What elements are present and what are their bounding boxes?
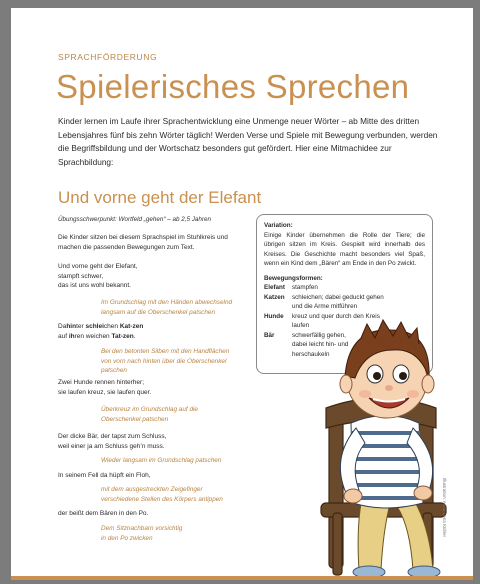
- setup-paragraph: Die Kinder sitzen bei diesem Sprachspiel im Stuhlkreis und machen die passenden Bewegungen zum Text.: [58, 234, 228, 251]
- movement-desc: schwerfällig gehen, dabei leicht hin- und herschaukeln: [292, 331, 349, 358]
- verse-line: sie laufen kreuz, sie laufen quer.: [58, 388, 152, 396]
- variation-label: Variation:: [264, 222, 293, 229]
- verse-elefant: [58, 262, 138, 291]
- verse-line: auf ihren weichen Tat-zen.: [58, 332, 136, 340]
- verse-line: weil einer ja am Schluss geh’n muss.: [58, 442, 165, 450]
- instruction-line: Wieder langsam im Grundschlag patschen: [101, 457, 222, 464]
- document-page: [11, 8, 473, 580]
- movement-row: [264, 283, 425, 293]
- variation-text: Einige Kinder übernehmen die Rolle der Tiere; die übrigen sitzen im Kreis. Gespielt wird innerhalb des Kreises. Die Geschichte macht besonders viel Spaß, wenn ein Kind dem „Bären“ am Ende in den Po zwickt.: [264, 231, 425, 267]
- instruction-line: von vorn nach hinten über die Oberschenkel: [101, 357, 227, 365]
- instruction-elefant: [101, 298, 232, 317]
- section-heading: Und vorne geht der Elefant: [58, 188, 262, 207]
- verse-line: das ist uns wohl bekannt.: [58, 282, 131, 290]
- instruction-line: in den Po zwicken: [101, 534, 153, 542]
- instruction-katzen: [101, 347, 229, 376]
- movements-label: Bewegungsformen:: [264, 274, 323, 282]
- verse-baer: [58, 432, 166, 451]
- movement-animal: Elefant: [264, 284, 285, 291]
- movement-animal: Bär: [264, 331, 275, 339]
- verse-floh: [58, 471, 151, 481]
- instruction-line: Im Grundschlag mit den Händen abwechselnd: [101, 299, 233, 306]
- instruction-line: verschiedene Stellen des Körpers antippen: [101, 495, 223, 503]
- movement-desc: kreuz und quer durch den Kreis laufen: [292, 312, 380, 329]
- movement-animal: Katzen: [264, 293, 285, 301]
- intro-paragraph: Kinder lernen im Laufe ihrer Sprachentwicklung eine Unmenge neuer Wörter – ab Mitte des dritten Lebensjahres fünf bis zehn Wörter täglich! Werden Verse und Spiele mit Bewegung verbunden, werden die Begriffsbildung und der Wortschatz besonders gut gefördert. Hier eine Mitmachidee zur Sprachbildung:: [58, 116, 438, 167]
- page-title: Spielerisches Sprechen: [56, 68, 410, 105]
- boy-on-chair-illustration: [301, 308, 466, 580]
- instruction-line: mit dem ausgestreckten Zeigefinger: [101, 486, 203, 493]
- instruction-line: Überkreuz im Grundschlag auf die: [101, 406, 198, 413]
- verse-line: In seinem Fell da hüpft ein Floh,: [58, 472, 151, 479]
- exercise-focus: Übungsschwerpunkt: Wortfeld „gehen“ – ab 2,5 Jahren: [58, 216, 211, 223]
- verse-katzen: [58, 322, 143, 341]
- verse-line: Der dicke Bär, der tapst zum Schluss,: [58, 433, 167, 440]
- section-kicker: SPRACHFÖRDERUNG: [58, 52, 158, 62]
- instruction-baer: [101, 456, 221, 466]
- illustration-credit: Illustration: Anna-Lena Kühler: [442, 478, 447, 538]
- verse-line: Zwei Hunde rennen hinterher;: [58, 379, 144, 386]
- instruction-line: Dem Sitznachbarn vorsichtig: [101, 525, 183, 532]
- instruction-floh: [101, 485, 223, 504]
- verse-line: Und vorne geht der Elefant,: [58, 263, 138, 270]
- bottom-accent-bar: [11, 576, 473, 580]
- verse-hunde: [58, 378, 151, 397]
- instruction-line: Bei den betonten Silben mit den Handflächen: [101, 348, 230, 355]
- verse-line: Dahinter schleichen Kat-zen: [58, 323, 144, 330]
- movement-desc: schleichen; dabei geduckt gehen und die Arme mitführen: [292, 293, 384, 310]
- movement-animal: Hunde: [264, 312, 284, 320]
- instruction-line: Oberschenkel patschen: [101, 415, 169, 423]
- instruction-po: [101, 524, 182, 543]
- verse-line: der beißt dem Bären in den Po.: [58, 510, 149, 517]
- instruction-line: patschen: [101, 367, 127, 375]
- verse-po: [58, 509, 148, 519]
- movement-desc: stampfen: [292, 284, 318, 291]
- instruction-hunde: [101, 405, 198, 424]
- instruction-line: langsam auf die Oberschenkel patschen: [101, 308, 216, 316]
- verse-line: stampft schwer,: [58, 272, 104, 280]
